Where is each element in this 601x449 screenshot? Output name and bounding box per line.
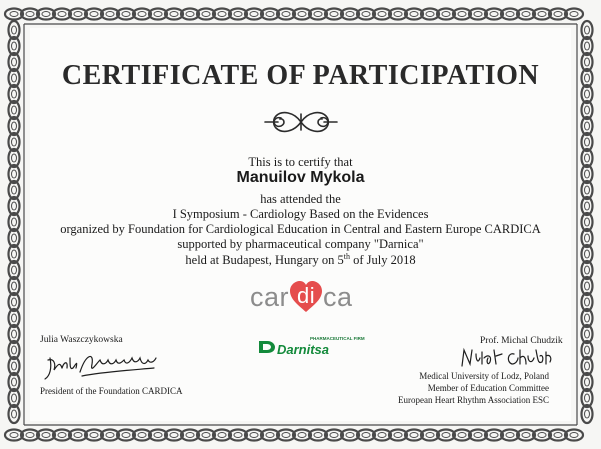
darnitsa-tagline: PHARMACEUTICAL FIRM — [310, 336, 365, 341]
event-name: I Symposium - Cardiology Based on the Evidences — [172, 207, 429, 221]
flourish-ornament-icon — [262, 104, 340, 140]
certificate-title: CERTIFICATE OF PARTICIPATION — [61, 60, 540, 91]
supporter-text: supported by pharmaceutical company "Darnica" — [177, 237, 424, 251]
left-signatory-name: Julia Waszczykowska — [40, 335, 123, 345]
left-signatory-role: President of the Foundation CARDICA — [40, 386, 183, 396]
left-signature-icon — [42, 346, 160, 384]
held-prefix: held at Budapest, Hungary on 5 — [185, 253, 344, 268]
right-signature-icon — [458, 346, 556, 368]
darnitsa-logo-text: Darnitsa — [277, 342, 330, 357]
heart-icon — [289, 283, 323, 313]
held-at-text — [0, 252, 601, 268]
right-signatory-association: European Heart Rhythm Association ESC — [398, 395, 549, 405]
right-signatory-committee: Member of Education Committee — [427, 383, 549, 393]
held-superscript: th — [343, 252, 350, 261]
cardica-logo — [250, 282, 353, 313]
cardica-logo-right: ca — [323, 282, 353, 312]
darnitsa-logo-icon — [258, 339, 276, 355]
cardica-logo-heart-text: di — [296, 283, 316, 308]
intro-text: This is to certify that — [248, 155, 353, 169]
held-suffix: of July 2018 — [349, 253, 416, 268]
attended-text: has attended the — [260, 192, 341, 206]
participant-name: Manuilov Mykola — [236, 169, 365, 186]
organizer-text: organized by Foundation for Cardiological Education in Central and Eastern Europe CARDICA — [60, 222, 541, 236]
right-signatory-affiliation: Medical University of Lodz, Poland — [419, 371, 549, 381]
cardica-logo-left: car — [250, 282, 290, 312]
right-signatory-name: Prof. Michal Chudzik — [480, 336, 563, 346]
